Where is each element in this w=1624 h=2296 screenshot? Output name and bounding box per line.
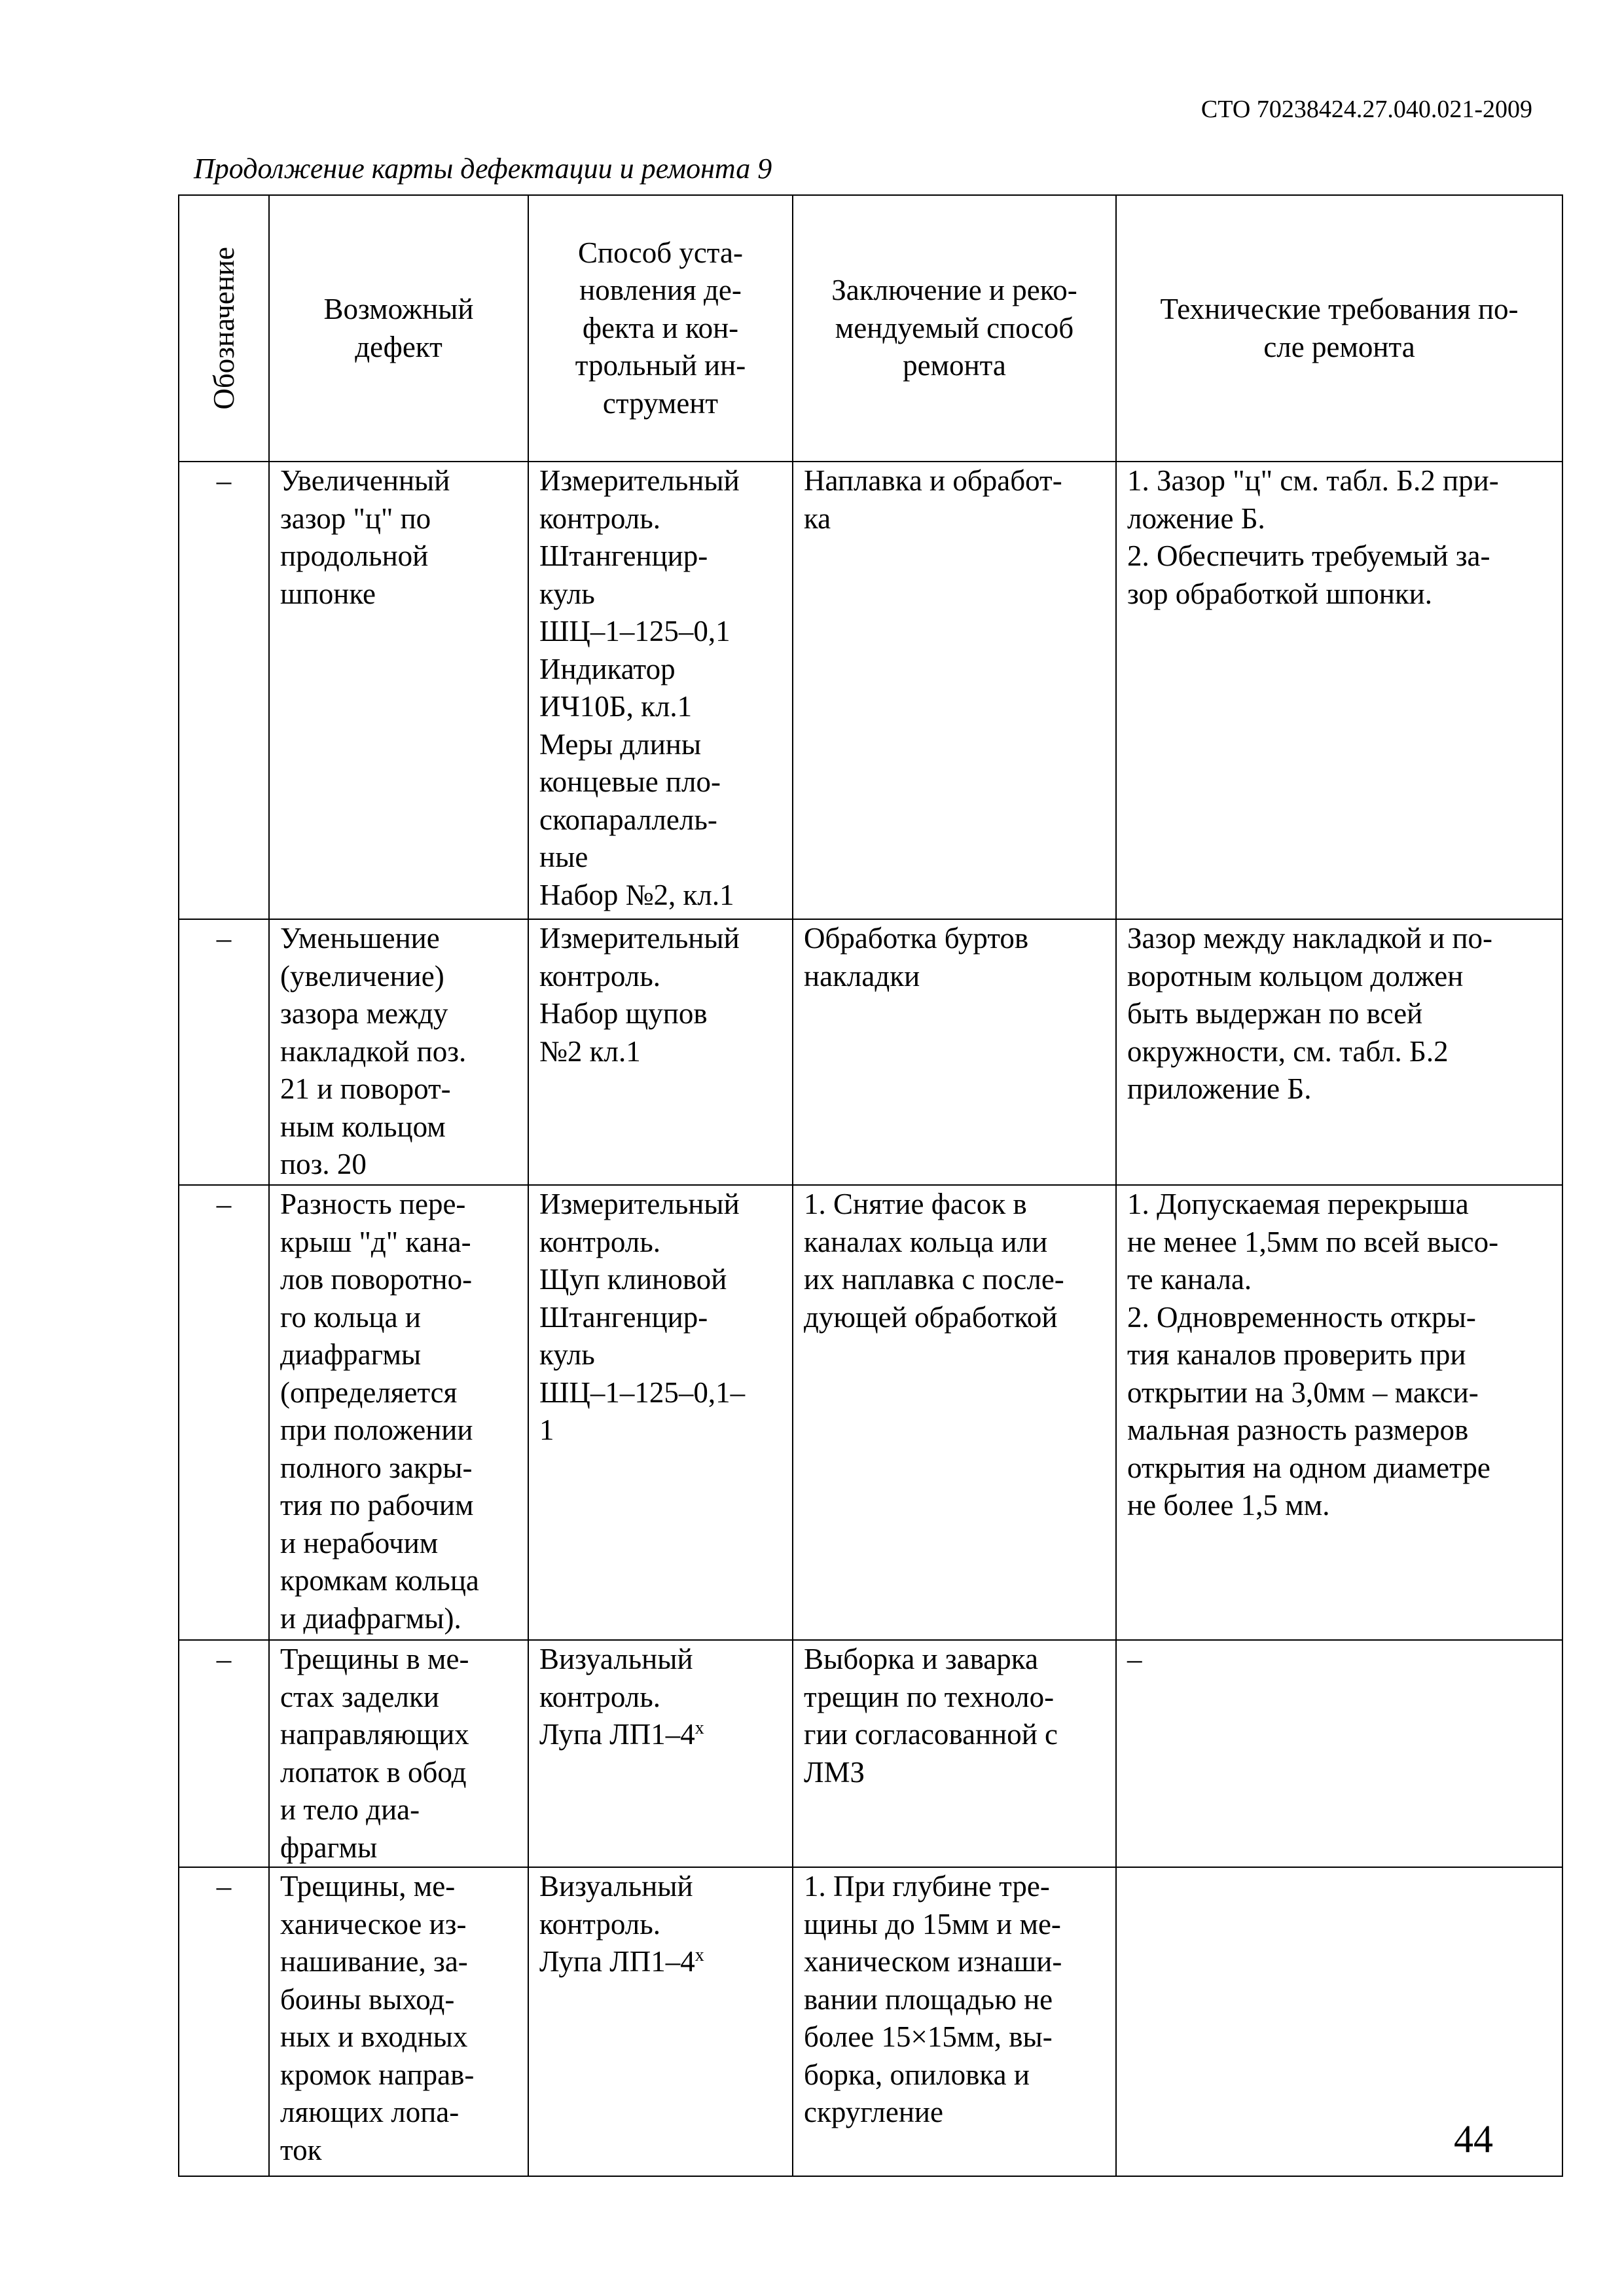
document-code: СТО 70238424.27.040.021-2009 xyxy=(1200,96,1532,123)
repair-cell: Выборка и заварка трещин по техноло- гии согласованной с ЛМЗ xyxy=(793,1640,1116,1867)
table-row xyxy=(179,1867,1562,2176)
requirements-cell: – xyxy=(1116,1640,1562,1867)
method-cell xyxy=(528,462,793,919)
method-text: Измерительный контроль. Набор щупов №2 кл.1 xyxy=(539,922,740,1068)
requirements-cell xyxy=(1116,1867,1562,2176)
column-header-repair: Заключение и реко- мендуемый способ ремонта xyxy=(793,195,1116,462)
table-row xyxy=(179,1185,1562,1640)
column-header-designation xyxy=(179,195,269,462)
method-text: Измерительный контроль. Штангенцир- куль ШЦ–1–125–0,1 Индикатор ИЧ10Б, кл.1 Меры длины концевые пло- скопараллель- ные Набор №2, кл.1 xyxy=(539,464,740,911)
repair-cell: Обработка буртов накладки xyxy=(793,919,1116,1185)
table-row xyxy=(179,919,1562,1185)
column-header-requirements: Технические требования по- сле ремонта xyxy=(1116,195,1562,462)
method-cell xyxy=(528,1185,793,1640)
column-header-designation-label: Обозначение xyxy=(207,247,240,410)
method-cell xyxy=(528,1640,793,1867)
repair-cell: 1. При глубине тре- щины до 15мм и ме- ханическом изнаши- вании площадью не более 15×15мм, вы- борка, опиловка и скругление xyxy=(793,1867,1116,2176)
method-cell xyxy=(528,919,793,1185)
repair-cell: 1. Снятие фасок в каналах кольца или их наплавка с после- дующей обработкой xyxy=(793,1185,1116,1640)
designation-cell: – xyxy=(179,1867,269,2176)
column-header-defect: Возможный дефект xyxy=(269,195,528,462)
requirements-cell: 1. Допускаемая перекрыша не менее 1,5мм по всей высо- те канала. 2. Одновременность откры- тия каналов проверить при открытии на 3,0мм – макси- мальная разность размеров открытия на одном диаметре не более 1,5 мм. xyxy=(1116,1185,1562,1640)
method-cell xyxy=(528,1867,793,2176)
page-number: 44 xyxy=(1454,2117,1493,2160)
method-text: Визуальный контроль. Лупа ЛП1–4 xyxy=(539,1643,695,1751)
repair-cell: Наплавка и обработ- ка xyxy=(793,462,1116,919)
designation-cell: – xyxy=(179,462,269,919)
defect-cell: Уменьшение (увеличение) зазора между накладкой поз. 21 и поворот- ным кольцом поз. 20 xyxy=(269,919,528,1185)
method-superscript: х xyxy=(695,1945,704,1965)
designation-cell: – xyxy=(179,1185,269,1640)
designation-cell: – xyxy=(179,919,269,1185)
table-row xyxy=(179,1640,1562,1867)
defect-cell: Разность пере- крыш "д" кана- лов поворотно- го кольца и диафрагмы (определяется при положении полного закры- тия по рабочим и нерабочим кромкам кольца и диафрагмы). xyxy=(269,1185,528,1640)
defect-cell: Трещины в ме- стах заделки направляющих лопаток в обод и тело диа- фрагмы xyxy=(269,1640,528,1867)
table-row xyxy=(179,462,1562,919)
defect-cell: Трещины, ме- ханическое из- нашивание, за- боины выход- ных и входных кромок направ- ляющих лопа- ток xyxy=(269,1867,528,2176)
method-superscript: х xyxy=(695,1718,704,1738)
designation-cell: – xyxy=(179,1640,269,1867)
requirements-cell: Зазор между накладкой и по- воротным кольцом должен быть выдержан по всей окружности, см. табл. Б.2 приложение Б. xyxy=(1116,919,1562,1185)
column-header-method: Способ уста- новления де- фекта и кон- трольный ин- струмент xyxy=(528,195,793,462)
requirements-cell: 1. Зазор "ц" см. табл. Б.2 при- ложение Б. 2. Обеспечить требуемый за- зор обработкой шпонки. xyxy=(1116,462,1562,919)
method-text: Измерительный контроль. Щуп клиновой Штангенцир- куль ШЦ–1–125–0,1– 1 xyxy=(539,1188,746,1446)
method-text: Визуальный контроль. Лупа ЛП1–4 xyxy=(539,1870,695,1978)
defect-repair-table xyxy=(178,194,1563,2177)
table-caption: Продолжение карты дефектации и ремонта 9 xyxy=(194,153,772,185)
defect-cell: Увеличенный зазор "ц" по продольной шпонке xyxy=(269,462,528,919)
table-header-row xyxy=(179,195,1562,462)
